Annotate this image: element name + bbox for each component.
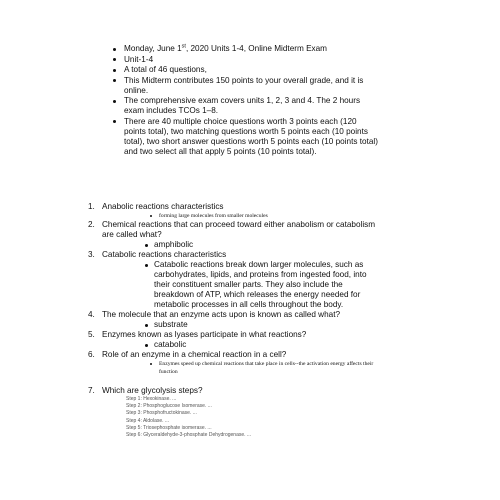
exam-date-superscript: st xyxy=(181,43,186,50)
question-number: 3. xyxy=(88,250,95,259)
question-text: Chemical reactions that can proceed toward either anabolism or catabolism are called what? xyxy=(102,220,376,239)
glycolysis-step: Step 6: Glyceraldehyde-3-phosphate Dehydrogenase. ... xyxy=(126,432,252,439)
answer-list xyxy=(102,340,388,350)
answer-text: substrate xyxy=(154,320,388,330)
exam-date-text: Monday, June 1 xyxy=(124,44,182,53)
question-item xyxy=(88,310,388,330)
glycolysis-steps-list xyxy=(102,396,388,439)
answer-list xyxy=(102,320,388,330)
answer-text: catabolic xyxy=(154,340,388,350)
exam-info-item: A total of 46 questions, xyxy=(110,65,380,75)
answer-list xyxy=(102,260,379,310)
answer-list xyxy=(102,240,388,250)
exam-date-item xyxy=(110,44,380,54)
question-list xyxy=(88,202,388,439)
question-number: 2. xyxy=(88,220,95,229)
exam-title-text: , 2020 Units 1-4, Online Midterm Exam xyxy=(185,44,327,53)
glycolysis-step: Step 5: Triosephosphate isomerase. ... xyxy=(126,424,212,431)
glycolysis-step: Step 4: Aldolase. ... xyxy=(126,417,170,424)
question-number: 5. xyxy=(88,330,95,339)
answer-list xyxy=(102,360,384,376)
answer-list xyxy=(102,212,388,220)
question-number: 6. xyxy=(88,350,95,359)
question-item xyxy=(88,220,388,250)
exam-info-list xyxy=(110,44,380,157)
exam-info-item: There are 40 multiple choice questions worth 3 points each (120 points total), two matching questions worth 5 points each (10 points total), two short answer questions worth 5 points each (10 points total) and two select all that apply 5 points (10 points total). xyxy=(110,117,380,157)
question-item xyxy=(88,350,388,376)
answer-text: Enzymes speed up chemical reactions that take place in cells--the activation energy affects their function xyxy=(159,360,384,376)
glycolysis-step: Step 3: Phosphofructokinase. ... xyxy=(126,410,197,417)
question-text: Catabolic reactions characteristics xyxy=(102,250,227,259)
question-number: 4. xyxy=(88,310,95,319)
question-text: Role of an enzyme in a chemical reaction in a cell? xyxy=(102,350,287,359)
answer-text: Catabolic reactions break down larger molecules, such as carbohydrates, lipids, and proteins from ingested food, into their constituent smaller parts. They also include the breakdown of ATP, which releases the energy needed for metabolic processes in all cells throughout the body. xyxy=(154,260,379,310)
question-item xyxy=(88,250,388,310)
exam-info-item: Unit-1-4 xyxy=(110,55,380,65)
question-number: 1. xyxy=(88,202,95,211)
answer-text: amphibolic xyxy=(154,240,388,250)
question-item xyxy=(88,330,388,350)
question-item xyxy=(88,386,388,439)
answer-text: forming large molecules from smaller molecules xyxy=(159,212,388,220)
question-text: Anabolic reactions characteristics xyxy=(102,202,224,211)
exam-info-item: This Midterm contributes 150 points to your overall grade, and it is online. xyxy=(110,76,380,96)
question-item xyxy=(88,202,388,220)
question-text: Enzymes known as lyases participate in what reactions? xyxy=(102,330,307,339)
exam-info-item: The comprehensive exam covers units 1, 2, 3 and 4. The 2 hours exam includes TCOs 1–8. xyxy=(110,96,380,116)
question-text: Which are glycolysis steps? xyxy=(102,386,203,395)
question-number: 7. xyxy=(88,386,95,395)
glycolysis-step: Step 2: Phosphoglucose Isomerase. ... xyxy=(126,403,212,410)
question-text: The molecule that an enzyme acts upon is known as called what? xyxy=(102,310,341,319)
glycolysis-step: Step 1: Hexokinase. ... xyxy=(126,396,177,402)
